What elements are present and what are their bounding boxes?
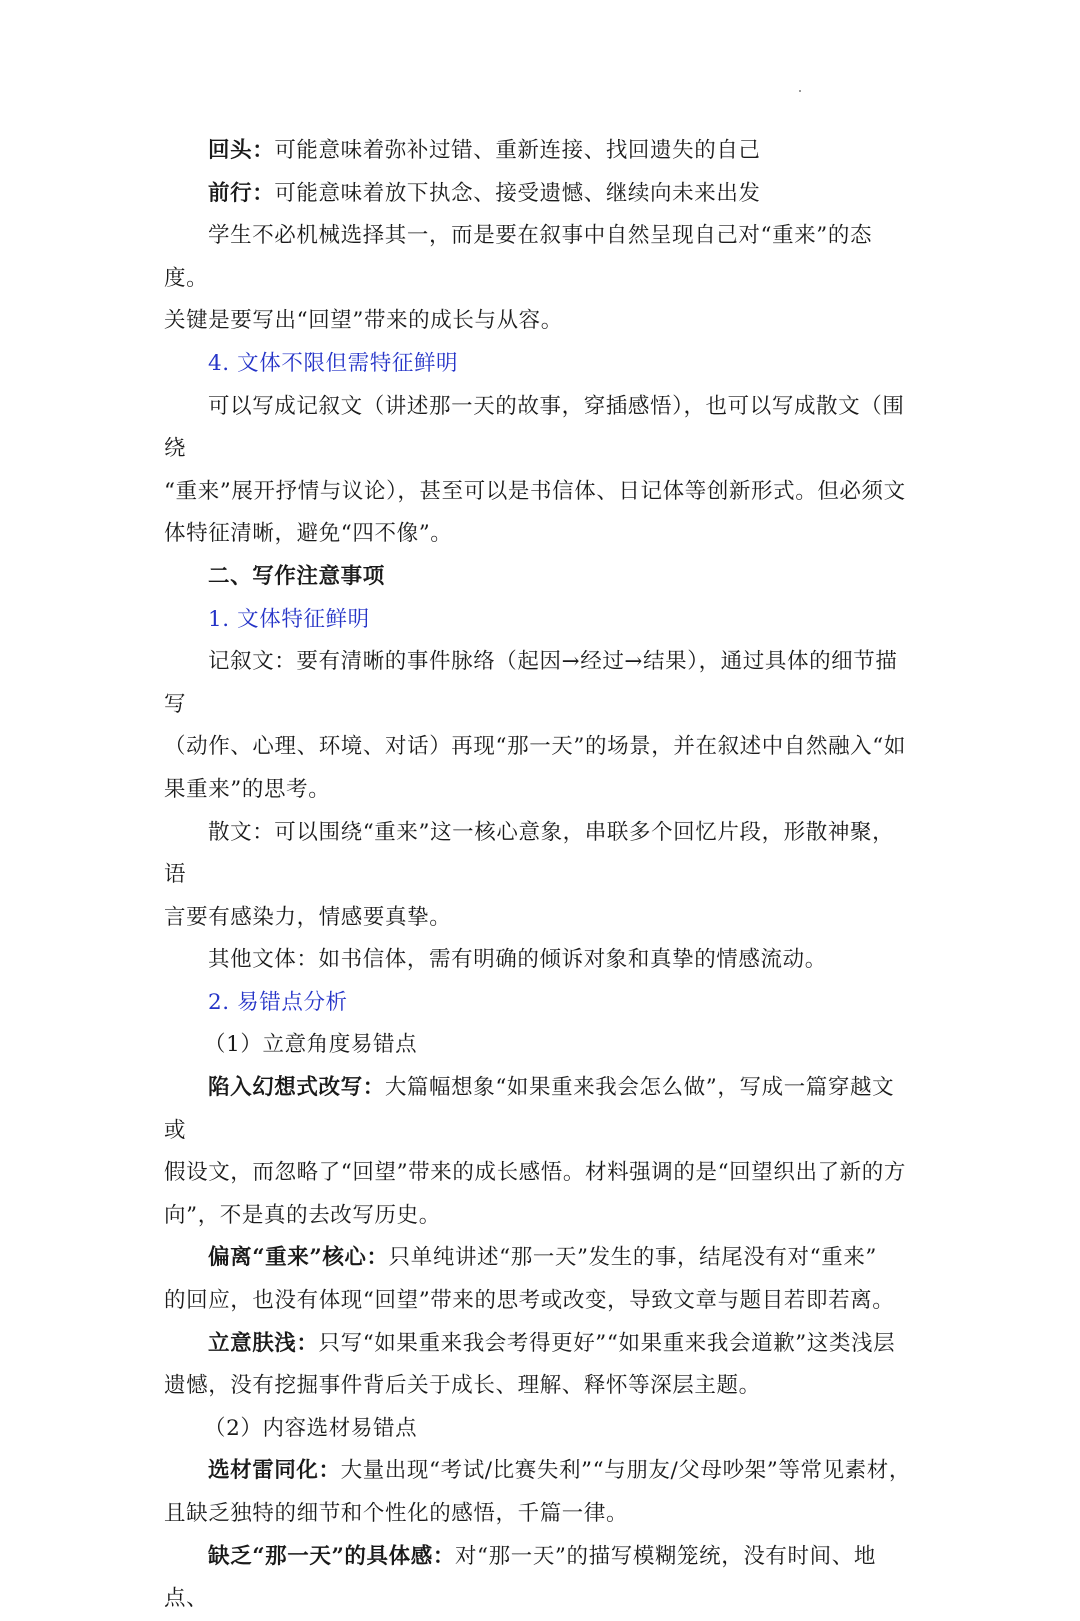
paragraph-fantasy-rewrite	[164, 1067, 916, 1152]
text-line: 可以写成记叙文（讲述那一天的故事，穿插感悟），也可以写成散文（围绕	[164, 393, 905, 462]
paragraph-similar-material	[164, 1450, 916, 1493]
text-line: 果重来”的思考。	[164, 776, 331, 802]
text-line: 记叙文：要有清晰的事件脉络（起因→经过→结果），通过具体的细节描写	[164, 649, 898, 717]
sub-subheading-material-errors: （2）内容选材易错点	[204, 1415, 418, 1441]
term-label: 选材雷同化：	[208, 1458, 341, 1484]
paragraph-lack-concreteness	[164, 1536, 916, 1621]
paragraph-turn-back	[164, 130, 916, 173]
section-heading-writing-notes: 二、写作注意事项	[208, 563, 385, 589]
term-text: 对“那一天”的描写模糊笼统，没有时间、地点、	[164, 1543, 876, 1612]
text-line: 其他文体：如书信体，需有明确的倾诉对象和真挚的情感流动。	[208, 947, 827, 973]
text-line: 且缺乏独特的细节和个性化的感悟，千篇一律。	[164, 1501, 629, 1526]
text-line: 的回应，也没有体现“回望”带来的思考或改变，导致文章与题目若即若离。	[164, 1288, 895, 1314]
text-line: 遗憾，没有挖掘事件背后关于成长、理解、释怀等深层主题。	[164, 1373, 761, 1399]
text-line: 学生不必机械选择其一，而是要在叙事中自然呈现自己对“重来”的态度。	[164, 223, 873, 291]
subheading-error-analysis: 2. 易错点分析	[208, 989, 348, 1015]
scan-dot-mark	[799, 90, 801, 92]
term-label: 缺乏“那一天”的具体感：	[208, 1543, 455, 1569]
sub-subheading-theme-errors: （1）立意角度易错点	[204, 1032, 418, 1058]
paragraph-off-core	[164, 1237, 916, 1280]
term-text: 只单纯讲述“那一天”发生的事，结尾没有对“重来”	[388, 1245, 878, 1271]
text-line: （动作、心理、环境、对话）再现“那一天”的场景，并在叙述中自然融入“如	[164, 734, 906, 760]
term-label: 前行：	[208, 180, 275, 206]
subheading-genre-features: 1. 文体特征鲜明	[208, 606, 370, 632]
term-text: 大篇幅想象“如果重来我会怎么做”，写成一篇穿越文或	[164, 1075, 895, 1143]
term-text: 可能意味着弥补过错、重新连接、找回遗失的自己	[274, 138, 761, 163]
term-label: 偏离“重来”核心：	[208, 1245, 389, 1271]
text-line: 散文：可以围绕“重来”这一核心意象，串联多个回忆片段，形散神聚，语	[164, 819, 895, 888]
term-text: 大量出现“考试/比赛失利”“与朋友/父母吵架”等常见素材，	[340, 1458, 911, 1484]
text-line: 假设文，而忽略了“回望”带来的成长感悟。材料强调的是“回望织出了新的方	[164, 1160, 906, 1186]
term-text: 只写“如果重来我会考得更好”“如果重来我会道歉”这类浅层	[318, 1330, 896, 1356]
term-label: 陷入幻想式改写：	[208, 1075, 385, 1101]
term-label: 回头：	[208, 138, 275, 163]
document-page	[164, 130, 916, 1621]
paragraph-move-forward	[164, 173, 916, 216]
text-line: 言要有感染力，情感要真挚。	[164, 904, 452, 930]
term-text: 可能意味着放下执念、接受遗憾、继续向未来出发	[274, 180, 761, 206]
text-line: 关键是要写出“回望”带来的成长与从容。	[164, 308, 563, 334]
paragraph-shallow-theme	[164, 1323, 916, 1366]
text-line: “重来”展开抒情与议论），甚至可以是书信体、日记体等创新形式。但必须文	[164, 478, 906, 504]
subheading-genre: 4. 文体不限但需特征鲜明	[208, 350, 459, 376]
term-label: 立意肤浅：	[208, 1330, 319, 1356]
text-line: 向”，不是真的去改写历史。	[164, 1202, 441, 1228]
text-line: 体特征清晰，避免“四不像”。	[164, 521, 453, 547]
